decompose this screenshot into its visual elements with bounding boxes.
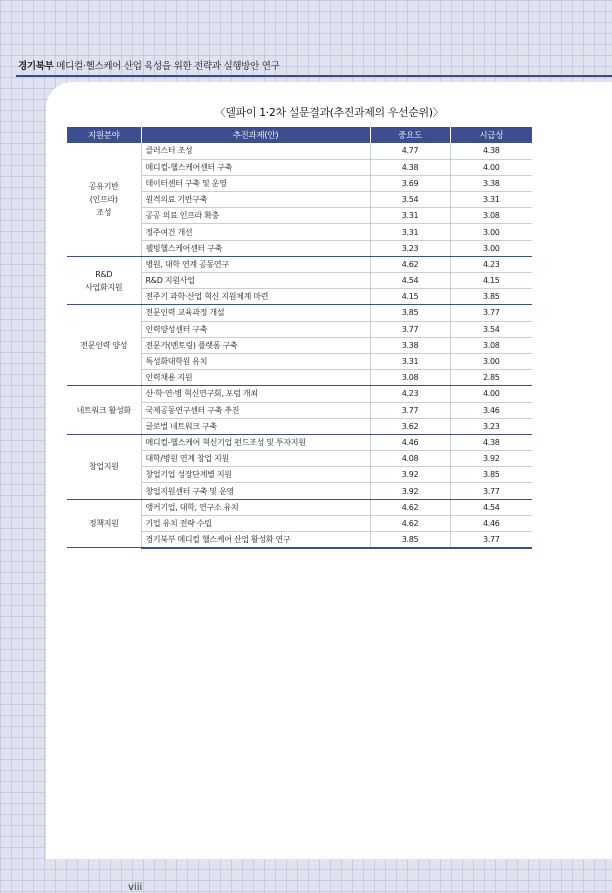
urgency-cell: 2.85	[450, 370, 532, 386]
table-body	[67, 143, 532, 548]
task-cell: 창업지원센터 구축 및 운영	[141, 483, 370, 499]
task-cell: 글로벌 네트워크 구축	[141, 418, 370, 434]
urgency-cell: 4.00	[450, 159, 532, 175]
task-cell: 병원, 대학 연계 공동연구	[141, 256, 370, 272]
urgency-cell: 4.00	[450, 386, 532, 402]
table-row	[67, 434, 532, 450]
header-urgency: 시급성	[450, 127, 532, 143]
importance-cell: 4.62	[370, 499, 450, 515]
support-area-cell: 정책지원	[67, 499, 141, 548]
page-number: viii	[128, 882, 143, 893]
task-cell: 전주기 과학·산업 혁신 지원체계 마련	[141, 289, 370, 305]
task-cell: 공공 의료 인프라 확충	[141, 208, 370, 224]
support-area-cell: 창업지원	[67, 434, 141, 499]
header-task: 추진과제(안)	[141, 127, 370, 143]
task-cell: 대학/병원 연계 창업 지원	[141, 451, 370, 467]
importance-cell: 3.54	[370, 192, 450, 208]
importance-cell: 4.38	[370, 159, 450, 175]
urgency-cell: 3.77	[450, 305, 532, 321]
importance-cell: 3.69	[370, 175, 450, 191]
urgency-cell: 3.00	[450, 224, 532, 240]
header-area: 지원분야	[67, 127, 141, 143]
task-cell: 메디컬-헬스케어 혁신기업 펀드조성 및 투자지원	[141, 434, 370, 450]
urgency-cell: 3.38	[450, 175, 532, 191]
importance-cell: 3.31	[370, 224, 450, 240]
importance-cell: 4.08	[370, 451, 450, 467]
urgency-cell: 3.31	[450, 192, 532, 208]
urgency-cell: 3.23	[450, 418, 532, 434]
task-cell: 정주여건 개선	[141, 224, 370, 240]
urgency-cell: 4.23	[450, 256, 532, 272]
running-header-strong: 경기북부	[18, 61, 54, 72]
importance-cell: 4.62	[370, 515, 450, 531]
urgency-cell: 4.15	[450, 273, 532, 289]
urgency-cell: 3.08	[450, 337, 532, 353]
importance-cell: 3.92	[370, 467, 450, 483]
importance-cell: 3.85	[370, 305, 450, 321]
table-header-row	[67, 127, 532, 143]
support-area-cell: 네트워크 활성화	[67, 386, 141, 435]
importance-cell: 3.92	[370, 483, 450, 499]
table-row	[67, 143, 532, 159]
task-cell: 산·학·연·병 혁신연구회, 포럼 개최	[141, 386, 370, 402]
importance-cell: 4.15	[370, 289, 450, 305]
urgency-cell: 3.54	[450, 321, 532, 337]
task-cell: 웰빙헬스케어센터 구축	[141, 240, 370, 256]
task-cell: 데이터센터 구축 및 운영	[141, 175, 370, 191]
task-cell: 경기북부 메디컬 헬스케어 산업 활성화 연구	[141, 532, 370, 548]
urgency-cell: 3.77	[450, 532, 532, 548]
task-cell: 원격의료 기반구축	[141, 192, 370, 208]
importance-cell: 3.77	[370, 321, 450, 337]
urgency-cell: 4.54	[450, 499, 532, 515]
importance-cell: 3.85	[370, 532, 450, 548]
task-cell: 창업기업 성장단계별 지원	[141, 467, 370, 483]
table-row	[67, 499, 532, 515]
task-cell: 국제공동연구센터 구축 추진	[141, 402, 370, 418]
table-row	[67, 386, 532, 402]
urgency-cell: 3.46	[450, 402, 532, 418]
task-cell: 특성화대학원 유치	[141, 353, 370, 369]
urgency-cell: 3.77	[450, 483, 532, 499]
task-cell: 메디컬-헬스케어센터 구축	[141, 159, 370, 175]
importance-cell: 3.31	[370, 353, 450, 369]
urgency-cell: 3.08	[450, 208, 532, 224]
urgency-cell: 3.92	[450, 451, 532, 467]
importance-cell: 3.38	[370, 337, 450, 353]
support-area-cell: R&D 사업화지원	[67, 256, 141, 305]
header-rule	[16, 75, 612, 77]
survey-results-table	[67, 127, 532, 549]
table-row	[67, 256, 532, 272]
task-cell: 앵커기업, 대학, 연구소 유치	[141, 499, 370, 515]
support-area-cell: 전문인력 양성	[67, 305, 141, 386]
urgency-cell: 4.38	[450, 143, 532, 159]
task-cell: R&D 지원사업	[141, 273, 370, 289]
table-row	[67, 305, 532, 321]
task-cell: 클러스터 조성	[141, 143, 370, 159]
task-cell: 기업 유치 전략 수립	[141, 515, 370, 531]
page-sheet	[46, 82, 612, 893]
urgency-cell: 4.38	[450, 434, 532, 450]
running-header-title: 메디컬·헬스케어 산업 육성을 위한 전략과 실행방안 연구	[53, 61, 280, 72]
running-header	[18, 58, 279, 72]
urgency-cell: 3.00	[450, 353, 532, 369]
urgency-cell: 3.85	[450, 467, 532, 483]
urgency-cell: 3.00	[450, 240, 532, 256]
task-cell: 전문가(멘토링) 플랫폼 구축	[141, 337, 370, 353]
header-importance: 중요도	[370, 127, 450, 143]
importance-cell: 3.23	[370, 240, 450, 256]
importance-cell: 4.23	[370, 386, 450, 402]
importance-cell: 3.62	[370, 418, 450, 434]
importance-cell: 4.46	[370, 434, 450, 450]
importance-cell: 4.62	[370, 256, 450, 272]
urgency-cell: 3.85	[450, 289, 532, 305]
importance-cell: 3.77	[370, 402, 450, 418]
importance-cell: 4.77	[370, 143, 450, 159]
importance-cell: 4.54	[370, 273, 450, 289]
task-cell: 전문인력 교육과정 개설	[141, 305, 370, 321]
importance-cell: 3.08	[370, 370, 450, 386]
importance-cell: 3.31	[370, 208, 450, 224]
table-caption: 〈델파이 1·2차 설문결과(추진과제의 우선순위)〉	[214, 106, 444, 119]
support-area-cell: 공유기반 (인프라) 조성	[67, 143, 141, 256]
urgency-cell: 4.46	[450, 515, 532, 531]
task-cell: 인력양성센터 구축	[141, 321, 370, 337]
task-cell: 인력채용 지원	[141, 370, 370, 386]
